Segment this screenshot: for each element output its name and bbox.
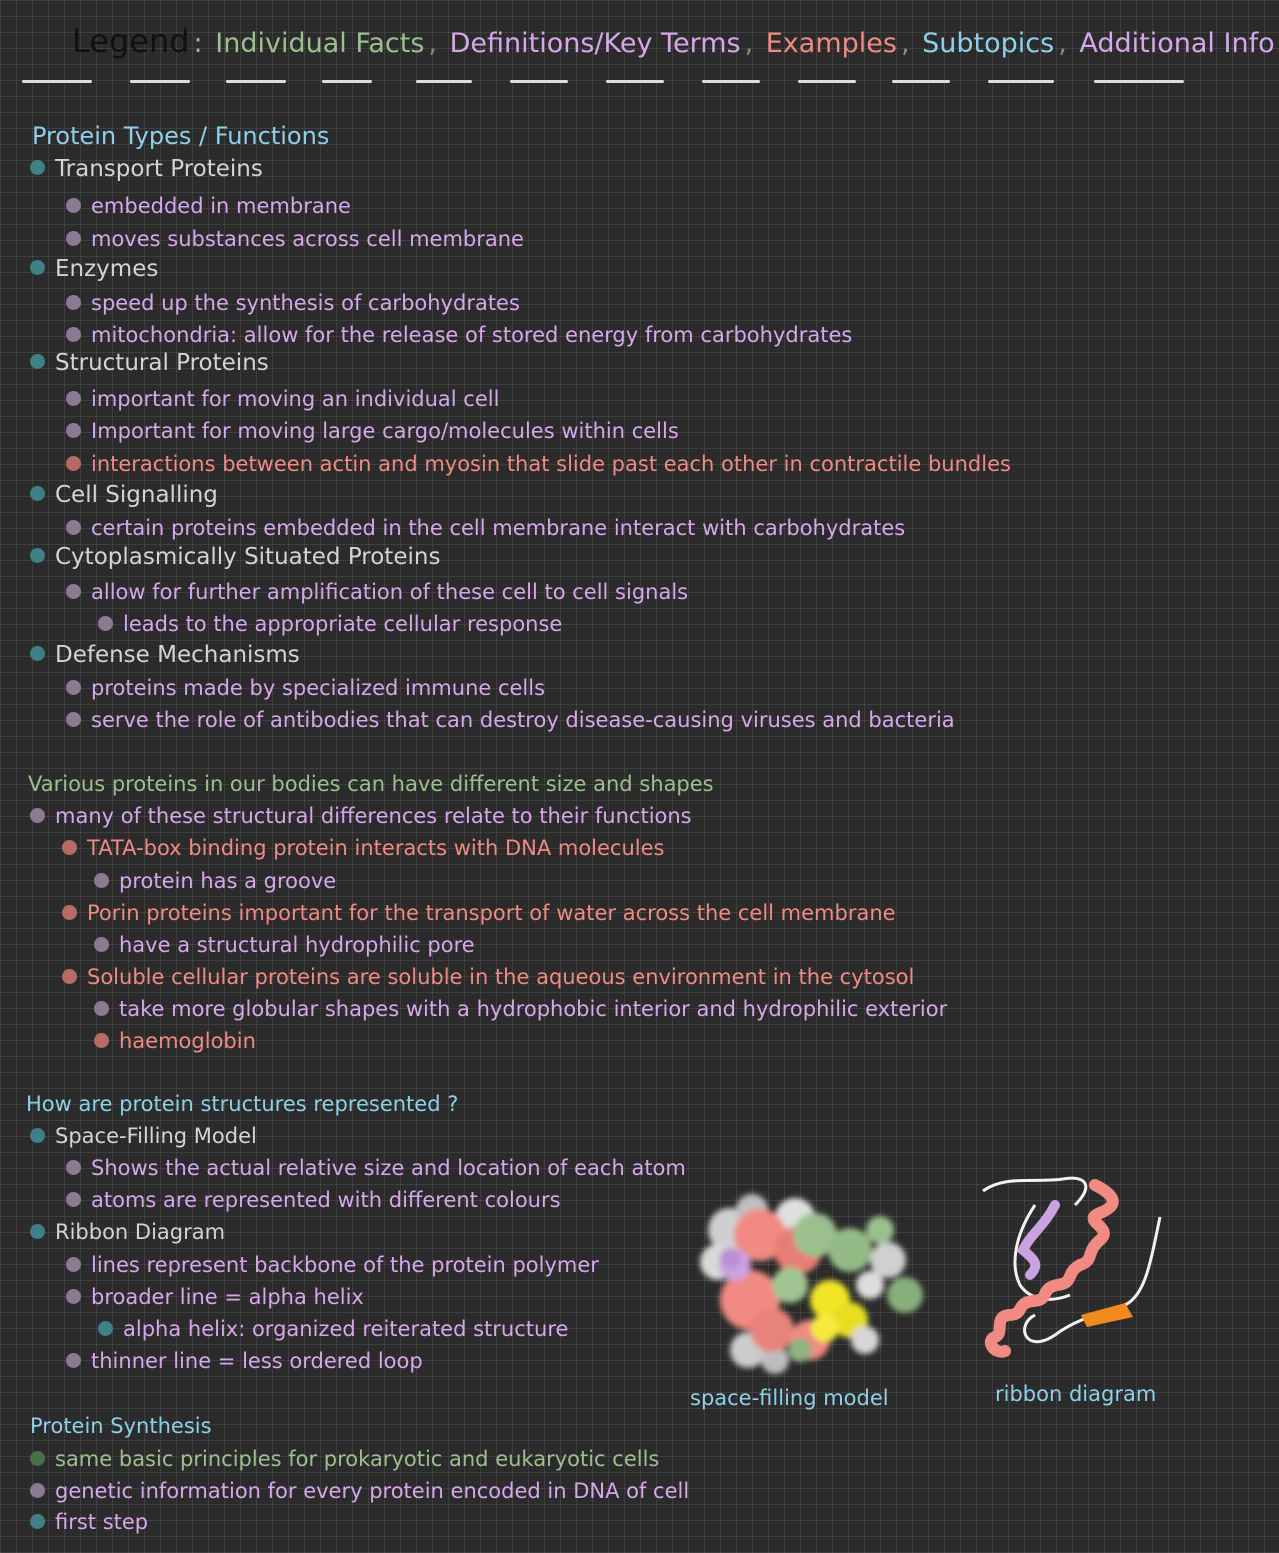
list-item: Important for moving large cargo/molecules within cells [66,421,679,442]
bullet-icon [66,391,81,406]
bullet-icon [66,456,81,471]
ribbon-diagram-caption: ribbon diagram [995,1382,1157,1406]
list-item: Porin proteins important for the transport of water across the cell membrane [62,903,896,924]
list-item: alpha helix: organized reiterated structure [98,1319,568,1340]
legend [72,22,1279,60]
bullet-icon [30,808,45,823]
list-item: leads to the appropriate cellular response [98,614,562,635]
bullet-icon [98,616,113,631]
section-title-protein-structures: How are protein structures represented ? [26,1092,459,1116]
bullet-icon [66,520,81,535]
bullet-icon [62,840,77,855]
list-item: take more globular shapes with a hydrophobic interior and hydrophilic exterior [94,999,947,1020]
bullet-icon [66,712,81,727]
bullet-icon [30,354,45,369]
list-item: genetic information for every protein encoded in DNA of cell [30,1481,689,1502]
list-item: thinner line = less ordered loop [66,1351,423,1372]
legend-separator: , [744,28,754,59]
bullet-icon [30,1514,45,1529]
list-item: same basic principles for prokaryotic and eukaryotic cells [30,1449,659,1470]
list-item: first step [30,1512,148,1533]
bullet-icon [62,969,77,984]
list-item: Cytoplasmically Situated Proteins [30,546,440,569]
section-title-protein-types: Protein Types / Functions [32,122,330,150]
bullet-icon [66,327,81,342]
bullet-icon [94,937,109,952]
bullet-icon [94,873,109,888]
list-item: Space-Filling Model [30,1126,257,1147]
bullet-icon [66,1192,81,1207]
list-item: Shows the actual relative size and location of each atom [66,1158,686,1179]
list-item: mitochondria: allow for the release of stored energy from carbohydrates [66,325,852,346]
ribbon-diagram-image [975,1165,1175,1365]
list-item: TATA-box binding protein interacts with DNA molecules [62,838,664,859]
list-item: certain proteins embedded in the cell membrane interact with carbohydrates [66,518,905,539]
legend-separator: , [900,28,910,59]
list-item: proteins made by specialized immune cells [66,678,545,699]
bullet-icon [94,1033,109,1048]
list-item: moves substances across cell membrane [66,229,524,250]
bullet-icon [66,198,81,213]
legend-definitions: Definitions/Key Terms [449,28,741,59]
bullet-icon [94,1001,109,1016]
bullet-icon [30,260,45,275]
list-item: interactions between actin and myosin that slide past each other in contractile bundles [66,454,1011,475]
list-item: Transport Proteins [30,158,263,181]
bullet-icon [30,486,45,501]
bullet-icon [30,1451,45,1466]
bullet-icon [66,1160,81,1175]
list-item: important for moving an individual cell [66,389,499,410]
section-title-protein-synthesis: Protein Synthesis [30,1414,212,1438]
list-item: Defense Mechanisms [30,644,300,667]
bullet-icon [66,1353,81,1368]
section-title-protein-shapes: Various proteins in our bodies can have different size and shapes [28,772,714,796]
bullet-icon [66,1289,81,1304]
list-item: allow for further amplification of these cell to cell signals [66,582,688,603]
list-item: have a structural hydrophilic pore [94,935,475,956]
list-item: Enzymes [30,258,158,281]
bullet-icon [62,905,77,920]
list-item: embedded in membrane [66,196,351,217]
list-item: Ribbon Diagram [30,1222,225,1243]
bullet-icon [66,423,81,438]
list-item: atoms are represented with different colours [66,1190,561,1211]
space-filling-model-caption: space-filling model [690,1386,889,1410]
space-filling-model-image [690,1190,940,1380]
list-item: protein has a groove [94,871,336,892]
list-item: Soluble cellular proteins are soluble in the aqueous environment in the cytosol [62,967,914,988]
bullet-icon [98,1321,113,1336]
legend-divider [22,80,1184,86]
bullet-icon [30,548,45,563]
bullet-icon [30,1128,45,1143]
bullet-icon [66,680,81,695]
bullet-icon [30,160,45,175]
bullet-icon [30,1224,45,1239]
list-item: serve the role of antibodies that can destroy disease-causing viruses and bacteria [66,710,955,731]
bullet-icon [30,1483,45,1498]
list-item: Cell Signalling [30,484,218,507]
legend-individual-facts: Individual Facts [215,28,425,59]
bullet-icon [30,646,45,661]
legend-examples: Examples [765,28,897,59]
list-item: broader line = alpha helix [66,1287,364,1308]
legend-subtopics: Subtopics [922,28,1055,59]
bullet-icon [66,584,81,599]
legend-separator: , [428,28,438,59]
list-item: haemoglobin [94,1031,256,1052]
bullet-icon [66,231,81,246]
list-item: lines represent backbone of the protein polymer [66,1255,599,1276]
legend-title: Legend [72,22,190,60]
bullet-icon [66,295,81,310]
legend-separator: , [1058,28,1067,59]
list-item: many of these structural differences relate to their functions [30,806,692,827]
bullet-icon [66,1257,81,1272]
legend-additional-info: Additional Info [1079,28,1275,59]
legend-colon: : [193,28,203,59]
list-item: speed up the synthesis of carbohydrates [66,293,520,314]
list-item: Structural Proteins [30,352,269,375]
